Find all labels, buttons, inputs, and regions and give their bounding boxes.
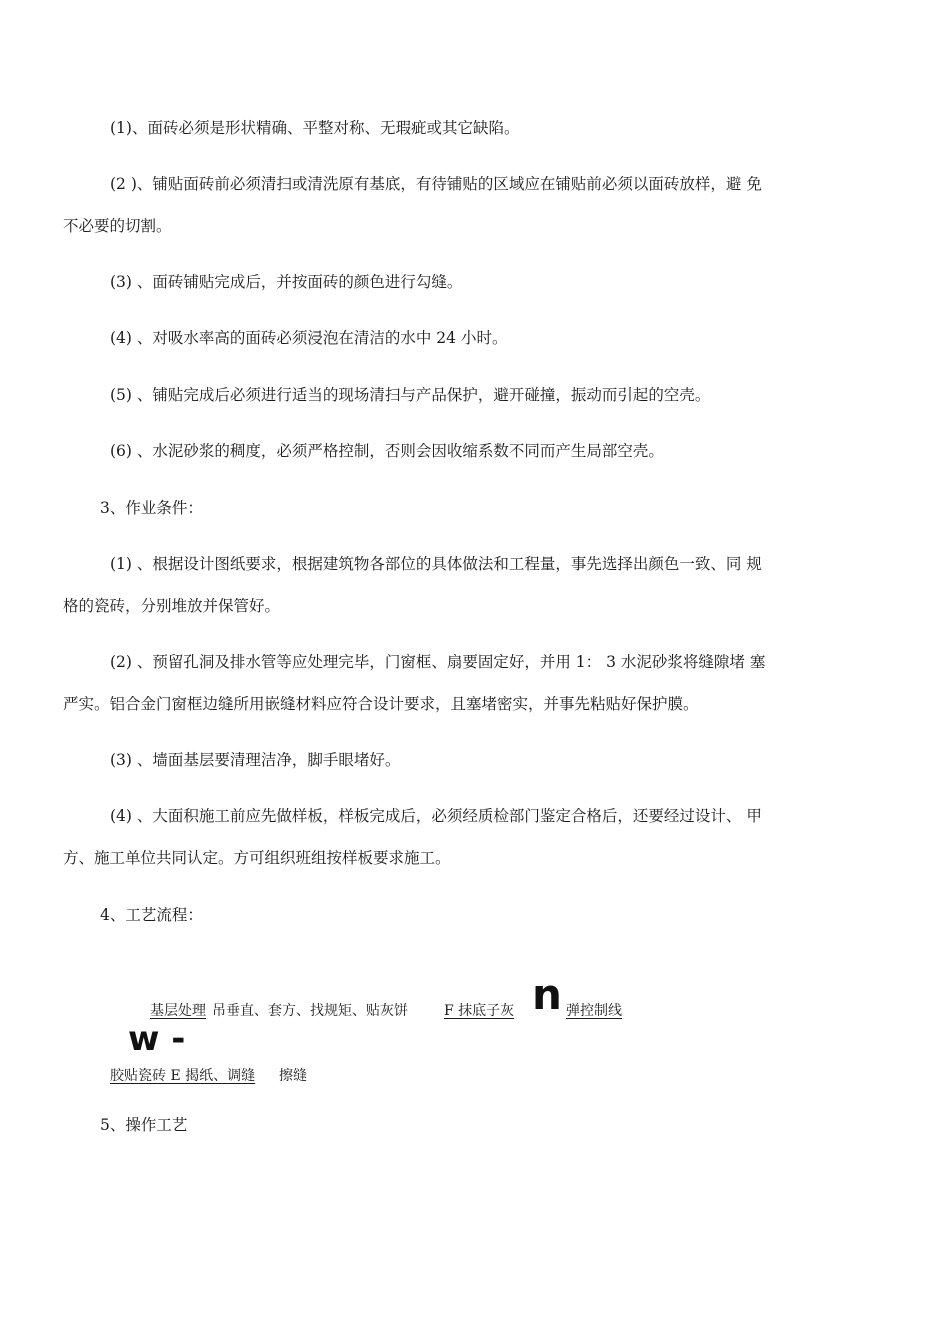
flow-step-tile-pasting: 胶贴瓷砖 E 揭纸、调缝 [110, 1068, 256, 1084]
paragraph-item-1: (1)、面砖必须是形状精确、平整对称、无瑕疵或其它缺陷。 [110, 119, 520, 137]
flow-step-base-treatment: 基层处理 [150, 1003, 206, 1019]
flow-arrow-glyph-n: n [532, 970, 562, 1019]
flow-step-base-plaster: F 抹底子灰 [444, 1003, 515, 1019]
condition-item-3: (3) 、墙面基层要清理洁净，脚手眼堵好。 [110, 751, 401, 769]
condition-item-1-line1: (1) 、根据设计图纸要求，根据建筑物各部位的具体做法和工程量，事先选择出颜色一致、同 规 [110, 555, 762, 573]
paragraph-item-3: (3) 、面砖铺贴完成后，并按面砖的颜色进行勾缝。 [110, 273, 463, 291]
section-heading-4: 4、工艺流程： [100, 906, 203, 924]
section-heading-3: 3、作业条件： [100, 499, 203, 517]
paragraph-item-5: (5) 、铺贴完成后必须进行适当的现场清扫与产品保护，避开碰撞，振动而引起的空壳。 [110, 386, 711, 404]
section-heading-5: 5、操作工艺 [100, 1116, 188, 1134]
condition-item-2-line2: 严实。铝合金门窗框边缝所用嵌缝材料应符合设计要求，且塞堵密实，并事先粘贴好保护膜。 [63, 695, 699, 713]
flow-step-control-line: 弹控制线 [566, 1003, 622, 1019]
flow-step-plumb-square: 吊垂直、套方、找规矩、贴灰饼 [212, 1003, 408, 1019]
condition-item-4-line1: (4) 、大面积施工前应先做样板，样板完成后，必须经质检部门鉴定合格后，还要经过设计、 甲 [110, 807, 762, 825]
condition-item-4-line2: 方、施工单位共同认定。方可组织班组按样板要求施工。 [63, 849, 451, 867]
paragraph-item-4: (4) 、对吸水率高的面砖必须浸泡在清洁的水中 24 小时。 [110, 329, 508, 347]
condition-item-1-line2: 格的瓷砖，分别堆放并保管好。 [63, 597, 281, 615]
paragraph-item-2-line2: 不必要的切割。 [63, 217, 172, 235]
paragraph-item-2-line1: (2 )、铺贴面砖前必须清扫或清洗原有基底，有待铺贴的区域应在铺贴前必须以面砖放样，避 免 [110, 175, 762, 193]
paragraph-item-6: (6) 、水泥砂浆的稠度，必须严格控制，否则会因收缩系数不同而产生局部空壳。 [110, 442, 664, 460]
flow-step-grouting: 擦缝 [279, 1068, 307, 1084]
flow-arrow-glyph-w: w - [128, 1019, 186, 1059]
condition-item-2-line1: (2) 、预留孔洞及排水管等应处理完毕，门窗框、扇要固定好，并用 1： 3 水泥砂浆将缝隙堵 塞 [110, 653, 766, 671]
